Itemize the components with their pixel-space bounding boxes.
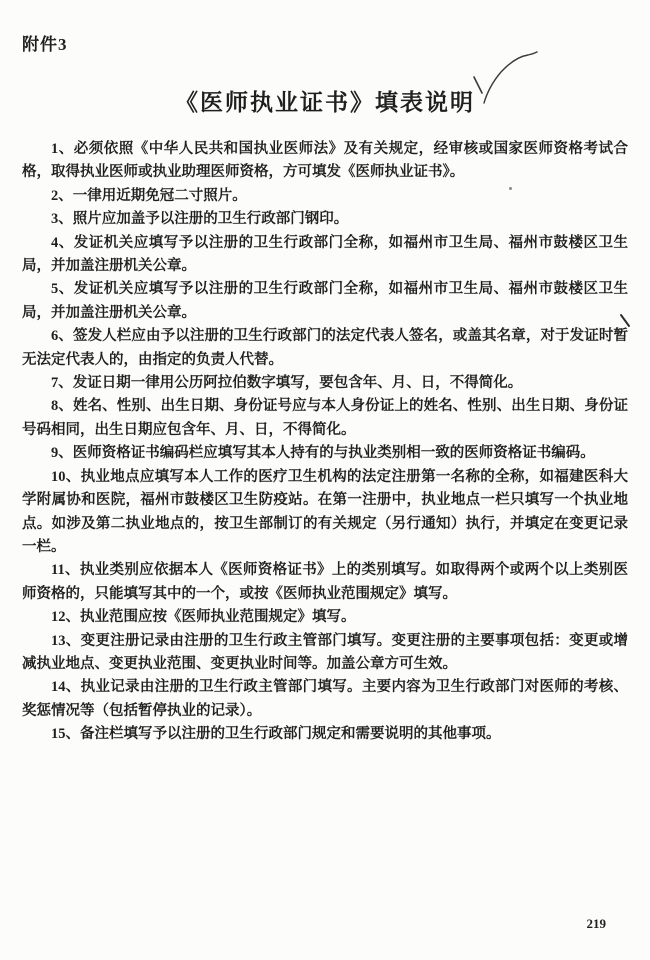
item-number: 11、 <box>51 562 80 579</box>
item-number: 7、 <box>51 375 73 392</box>
instruction-item-13 <box>22 630 628 677</box>
item-number: 13、 <box>51 632 81 649</box>
item-number: 10、 <box>51 468 81 485</box>
item-number: 12、 <box>51 609 80 626</box>
item-number: 4、 <box>51 234 74 251</box>
instructions-list <box>22 138 628 747</box>
item-number: 9、 <box>51 445 73 462</box>
item-text: 变更注册记录由注册的卫生行政主管部门填写。变更注册的主要事项包括：变更或增减执业地点、变更执业范围、变更执业时间等。加盖公章方可生效。 <box>22 632 629 672</box>
item-number: 3、 <box>51 211 73 228</box>
item-text: 必须依照《中华人民共和国执业医师法》及有关规定，经审核或国家医师资格考试合格，取得执业医师或执业助理医师资格，方可填发《医师执业证书》。 <box>22 141 629 181</box>
instruction-item-3 <box>22 208 628 231</box>
item-text: 医师资格证书编码栏应填写其本人持有的与执业类别相一致的医师资格证书编码。 <box>72 445 595 462</box>
instruction-item-1 <box>22 138 628 185</box>
item-number: 1、 <box>51 141 74 157</box>
instruction-item-5 <box>22 278 628 325</box>
item-number: 15、 <box>51 726 80 743</box>
item-text: 备注栏填写予以注册的卫生行政部门规定和需要说明的其他事项。 <box>80 726 501 743</box>
instruction-item-11 <box>22 559 628 606</box>
item-number: 2、 <box>51 187 73 204</box>
item-number: 5、 <box>51 281 74 298</box>
item-number: 14、 <box>51 679 81 696</box>
item-text: 姓名、性别、出生日期、身份证号应与本人身份证上的姓名、性别、出生日期、身份证号码相同，出生日期应包含年、月、日，不得简化。 <box>22 398 628 438</box>
item-text: 发证机关应填写予以注册的卫生行政部门全称，如福州市卫生局、福州市鼓楼区卫生局，并加盖注册机关公章。 <box>22 234 629 275</box>
scan-speck <box>509 187 512 190</box>
item-text: 执业记录由注册的卫生行政主管部门填写。主要内容为卫生行政部门对医师的考核、奖惩情况等（包括暂停执业的记录）。 <box>22 679 629 719</box>
item-number: 8、 <box>51 398 73 415</box>
item-text: 签发人栏应由予以注册的卫生行政部门的法定代表人签名，或盖其名章，对于发证时暂无法定代表人的，由指定的负责人代替。 <box>22 328 628 368</box>
instruction-item-12 <box>22 606 628 629</box>
page-title: 《医师执业证书》填表说明 <box>175 90 475 115</box>
item-text: 一律用近期免冠二寸照片。 <box>72 187 247 204</box>
item-text: 发证机关应填写予以注册的卫生行政部门全称，如福州市卫生局、福州市鼓楼区卫生局，并加盖注册机关公章。 <box>22 281 629 321</box>
item-text: 执业地点应填写本人工作的医疗卫生机构的法定注册第一名称的全称，如福建医科大学附属协和医院，福州市鼓楼区卫生防疫站。在第一注册中，执业地点一栏只填写一个执业地点。如涉及第二执业地点的，按卫生部制订的有关规定（另行通知）执行，并填定在变更记录一栏。 <box>22 468 629 555</box>
item-text: 执业范围应按《医师执业范围规定》填写。 <box>80 609 356 626</box>
instruction-item-9 <box>22 442 628 465</box>
instruction-item-4 <box>22 232 628 279</box>
instruction-item-6 <box>22 325 628 372</box>
instruction-item-14 <box>22 676 628 723</box>
attachment-label: 附件3 <box>22 35 68 54</box>
item-number: 6、 <box>51 328 73 345</box>
instruction-item-7 <box>22 372 628 395</box>
item-text: 照片应加盖予以注册的卫生行政部门钢印。 <box>72 211 349 228</box>
item-text: 执业类别应依据本人《医师资格证书》上的类别填写。如取得两个或两个以上类别医师资格的，只能填写其中的一个，或按《医师执业范围规定》填写。 <box>22 562 629 602</box>
instruction-item-10 <box>22 466 628 560</box>
instruction-item-15 <box>22 723 628 746</box>
instruction-item-2 <box>22 185 628 208</box>
page-number: 219 <box>586 916 606 931</box>
item-text: 发证日期一律用公历阿拉伯数字填写，要包含年、月、日，不得简化。 <box>72 375 523 392</box>
instruction-item-8 <box>22 395 628 442</box>
